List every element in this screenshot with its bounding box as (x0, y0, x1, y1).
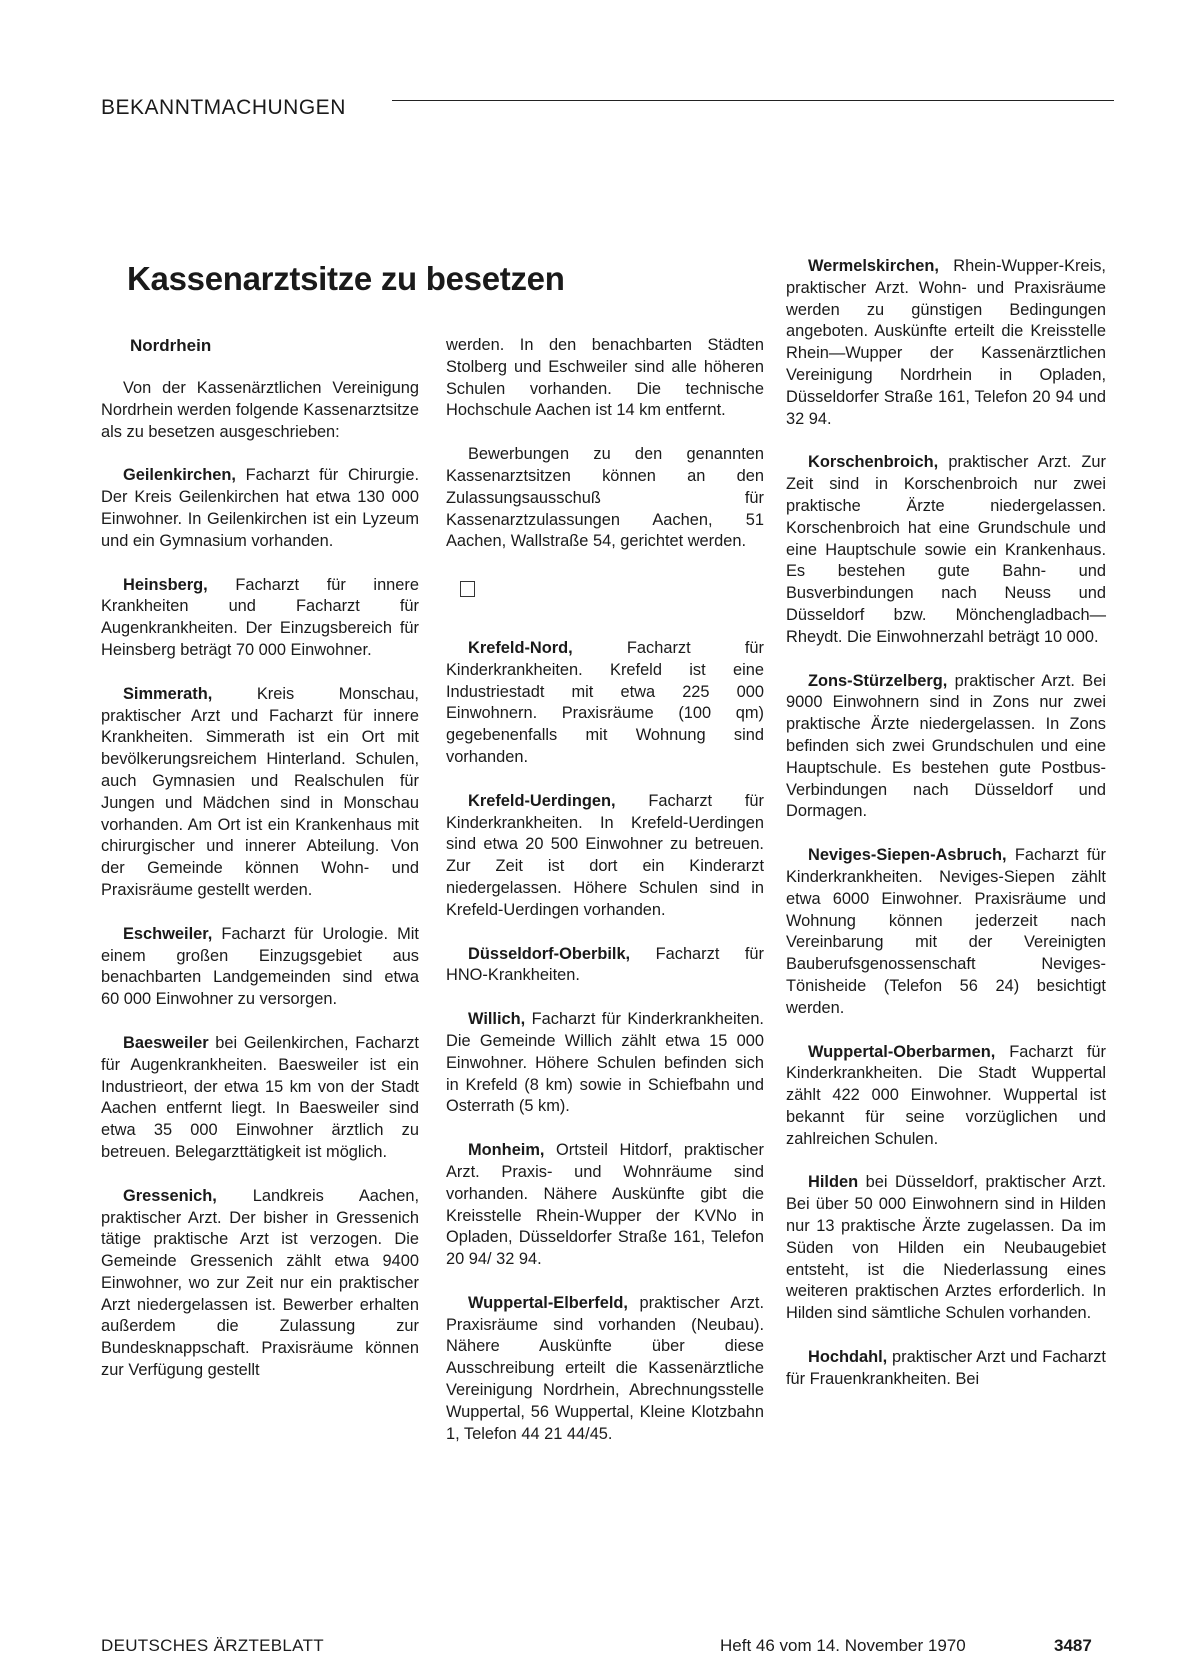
listing-entry (101, 1033, 419, 1164)
listing-place: Wuppertal-Oberbarmen, (808, 1042, 996, 1061)
column-1 (101, 378, 419, 1404)
listing-entry (101, 924, 419, 1011)
listing-text: Landkreis Aachen, praktischer Arzt. Der bisher in Gressenich tätige praktische Arzt ist verzogen. Die Gemeinde Gressenich zählt etwa 9400 Einwohner, wo zur Zeit nur ein praktischer Arzt niedergelassen ist. Bewerber erhalten außerdem die Zulassung zur Bundesknappschaft. Praxisräume können zur Verfügung gestellt (101, 1186, 419, 1380)
listing-entry (786, 452, 1106, 648)
listing-place: Heinsberg, (123, 575, 208, 594)
listing-text: Facharzt für Kinderkrankheiten. Krefeld ist eine Industriestadt mit etwa 225 000 Einwohnern. Praxisräume (100 qm) gegebenenfalls mit Wohnung sind vorhanden. (446, 638, 764, 766)
listing-place: Wuppertal-Elberfeld, (468, 1293, 628, 1312)
header-rule (392, 100, 1114, 101)
listing-entry (786, 671, 1106, 824)
listing-place: Krefeld-Nord, (468, 638, 573, 657)
separator-square (446, 575, 764, 638)
listing-entry (101, 1186, 419, 1382)
listing-entry (786, 845, 1106, 1019)
listing-entry (101, 465, 419, 552)
listing-place: Willich, (468, 1010, 526, 1029)
listing-entry (446, 1140, 764, 1271)
listing-place: Geilenkirchen, (123, 466, 236, 485)
listing-place: Gressenich, (123, 1186, 217, 1205)
listing-place: Wermelskirchen, (808, 257, 939, 275)
listing-entry (786, 1042, 1106, 1151)
listing-entry (446, 791, 764, 922)
listing-text: Facharzt für Kinderkrankheiten. In Krefeld-Uerdingen sind etwa 20 500 Einwohner zu betreuen. Zur Zeit ist dort ein Kinderarzt niedergelassen. Höhere Schulen sind in Krefeld-Uerdingen vorhanden. (446, 791, 764, 919)
listing-text: Rhein-Wupper-Kreis, praktischer Arzt. Wohn- und Praxisräume werden zu günstigen Bedingungen angeboten. Auskünfte erteilt die Kreisstelle Rhein—Wupper der Kassenärztlichen Vereinigung Nordrhein in Opladen, Düsseldorfer Straße 161, Telefon 20 94 und 32 94. (786, 257, 1106, 428)
footer-page-number: 3487 (1054, 1636, 1092, 1655)
listing-text: Facharzt für innere Krankheiten und Facharzt für Augenkrankheiten. Der Einzugsbereich für Heinsberg beträgt 70 000 Einwohner. (101, 575, 419, 659)
listing-place: Hochdahl, (808, 1348, 888, 1367)
listing-text: praktischer Arzt und Facharzt für Frauenkrankheiten. Bei (786, 1348, 1106, 1388)
listing-text: Facharzt für Chirurgie. Der Kreis Geilenkirchen hat etwa 130 000 Einwohner. In Geilenkirchen ist ein Lyzeum und ein Gymnasium vorhanden. (101, 466, 419, 550)
section-label: BEKANNTMACHUNGEN (101, 96, 346, 119)
listing-text: Ortsteil Hitdorf, praktischer Arzt. Praxis- und Wohnräume sind vorhanden. Nähere Auskünfte gibt die Kreisstelle Rhein-Wupper der KVNo in Opladen, Düsseldorfer Straße 161, Telefon 20 94/ 32 94. (446, 1141, 764, 1269)
applications-paragraph: Bewerbungen zu den genannten Kassenarztsitzen können an den Zulassungsausschuß für Kassenarztzulassungen Aachen, 51 Aachen, Wallstraße 54, gerichtet werden. (446, 445, 764, 551)
listing-entry (446, 1009, 764, 1118)
listing-text: Kreis Monschau, praktischer Arzt und Facharzt für innere Krankheiten. Simmerath ist ein Ort mit bevölkerungsreichem Hinterland. Schulen, auch Gymnasien und Realschulen für Jungen und Mädchen sind in Monschau vorhanden. Am Ort ist ein Krankenhaus mit chirurgischer und innerer Abteilung. Von der Gemeinde können Wohn- und Praxisräume gestellt werden. (101, 684, 419, 899)
column-3 (786, 256, 1106, 1413)
listing-text: bei Düsseldorf, praktischer Arzt. Bei über 50 000 Einwohnern sind in Hilden nur 13 praktische Ärzte zugelassen. Da im Süden von Hilden ein Neubaugebiet entsteht, ist die Niederlassung eines weiteren praktischen Arztes erforderlich. In Hilden sind sämtliche Schulen vorhanden. (786, 1173, 1106, 1323)
listing-place: Zons-Stürzelberg, (808, 671, 948, 690)
listing-text: Facharzt für Kinderkrankheiten. Die Stadt Wuppertal zählt 422 000 Einwohner. Wuppertal ist bekannt für seine vorzüglichen und zahlreichen Schulen. (786, 1042, 1106, 1148)
listing-place: Neviges-Siepen-Asbruch, (808, 846, 1007, 865)
listing-place: Hilden (808, 1173, 859, 1192)
listing-place: Simmerath, (123, 684, 213, 703)
region-heading: Nordrhein (130, 336, 212, 355)
listing-place: Düsseldorf-Oberbilk, (468, 944, 631, 963)
listing-place: Monheim, (468, 1141, 545, 1160)
col2-entries (446, 638, 764, 1446)
listing-text: praktischer Arzt. Zur Zeit sind in Korschenbroich nur zwei praktische Ärzte niedergelassen. Korschenbroich hat eine Grundschule und eine Hauptschule sowie ein Krankenhaus. Es bestehen gute Bahn- und Busverbindungen nach Neuss und Düsseldorf bzw. Mönchengladbach—Rheydt. Die Einwohnerzahl beträgt 10 000. (786, 453, 1106, 646)
footer-journal: DEUTSCHES ÄRZTEBLATT (101, 1636, 324, 1655)
footer-issue: Heft 46 vom 14. November 1970 (720, 1636, 966, 1655)
listing-entry (446, 638, 764, 769)
column-2 (446, 335, 764, 1467)
listing-text: praktischer Arzt. Praxisräume sind vorhanden (Neubau). Nähere Auskünfte über diese Ausschreibung erteilt die Kassenärztliche Vereinigung Nordrhein, Abrechnungsstelle Wuppertal, 56 Wuppertal, Kleine Klotzbahn 1, Telefon 44 21 44/45. (446, 1293, 764, 1443)
listing-entry (786, 256, 1106, 430)
page-title: Kassenarztsitze zu besetzen (127, 260, 565, 297)
listing-entry (446, 1293, 764, 1446)
listing-text: praktischer Arzt. Bei 9000 Einwohnern sind in Zons nur zwei praktische Ärzte niedergelassen. In Zons befinden sich zwei Grundschulen und eine Hauptschule. Es bestehen gute Postbus-Verbindungen nach Düsseldorf und Dormagen. (786, 671, 1106, 821)
listing-text: Facharzt für Kinderkrankheiten. Neviges-Siepen zählt etwa 6000 Einwohner. Praxisräume und Wohnung können jederzeit nach Vereinbarung mit der Vereinigten Bauberufsgenossenschaft Neviges-Tönisheide (Telefon 56 24) besichtigt werden. (786, 846, 1106, 1017)
col3-entries (786, 256, 1106, 1391)
listing-entry (786, 1172, 1106, 1325)
listing-entry (101, 684, 419, 902)
listing-entry (101, 575, 419, 662)
listing-text: Facharzt für HNO-Krankheiten. (446, 944, 764, 985)
listing-place: Eschweiler, (123, 924, 213, 943)
listing-entry (786, 1347, 1106, 1391)
listing-place: Baesweiler (123, 1033, 209, 1052)
listing-text: bei Geilenkirchen, Facharzt für Augenkrankheiten. Baesweiler ist ein Industrieort, der etwa 15 km von der Stadt Aachen entfernt liegt. In Baesweiler sind etwa 35 000 Einwohner ärztlich zu betreuen. Belegarzttätigkeit ist möglich. (101, 1033, 419, 1161)
col1-entries (101, 465, 419, 1381)
listing-place: Krefeld-Uerdingen, (468, 791, 616, 810)
listing-entry (446, 944, 764, 988)
listing-text: Facharzt für Kinderkrankheiten. Die Gemeinde Willich zählt etwa 15 000 Einwohner. Höhere Schulen befinden sich in Krefeld (8 km) sowie in Schiefbahn und Osterrath (5 km). (446, 1010, 764, 1116)
continuation-paragraph: werden. In den benachbarten Städten Stolberg und Eschweiler sind alle höheren Schulen vorhanden. Die technische Hochschule Aachen ist 14 km entfernt. (446, 336, 764, 420)
intro-paragraph: Von der Kassenärztlichen Vereinigung Nordrhein werden folgende Kassenarztsitze als zu besetzen ausgeschrieben: (101, 379, 419, 441)
listing-place: Korschenbroich, (808, 453, 939, 472)
listing-text: Facharzt für Urologie. Mit einem großen Einzugsgebiet aus benachbarten Landgemeinden sind etwa 60 000 Einwohner zu versorgen. (101, 924, 419, 1009)
